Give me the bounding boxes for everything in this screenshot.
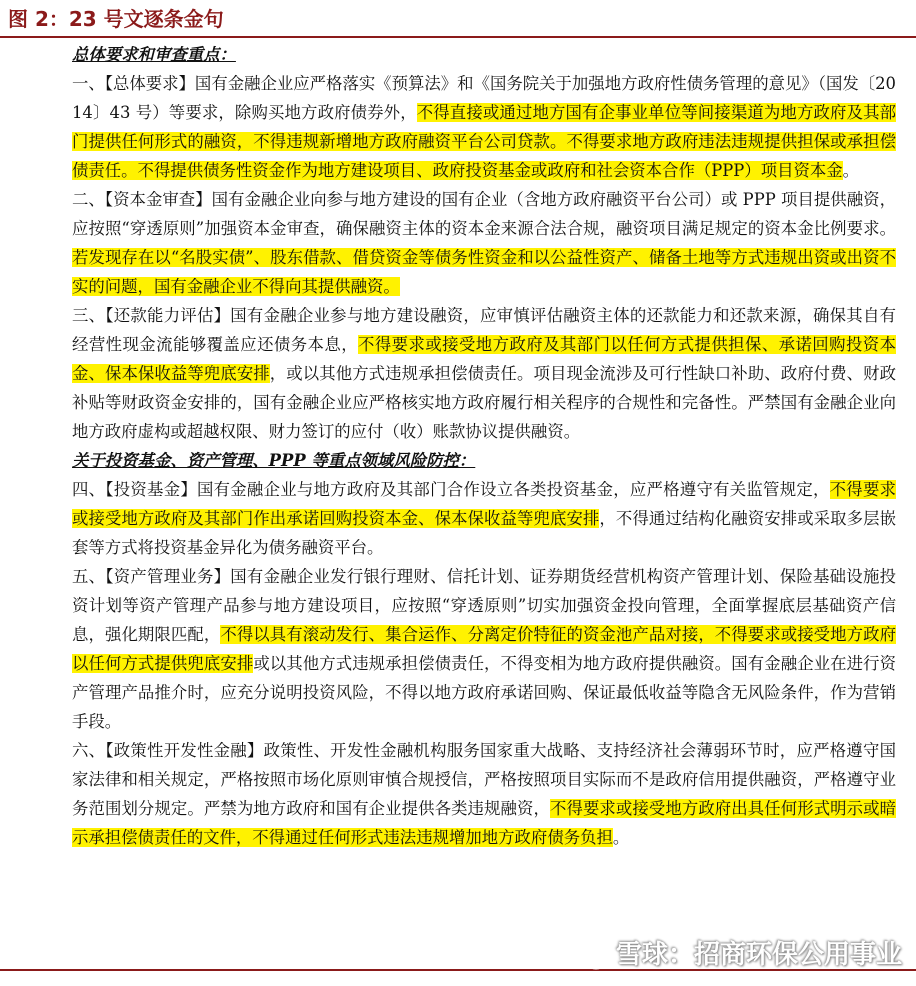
paragraph-text: ，不得通过结构化融资安排或采取多层嵌套等方式将投资基金异化为债务融资平台。	[72, 509, 897, 557]
paragraph-investment-funds	[72, 475, 896, 562]
document-body	[72, 40, 896, 852]
paragraph-general-requirements	[72, 69, 896, 185]
snowball-logo-icon	[582, 942, 610, 970]
paragraph-text: 。	[842, 161, 860, 180]
paragraph-asset-management	[72, 562, 896, 736]
highlighted-text: 不得以具有滚动发行、集合运作、分离定价特征的资金池产品对接，不得要求或接受地方政府以任何方式提供兜底安排	[72, 625, 897, 673]
section-title-key-areas: 关于投资基金、资产管理、PPP 等重点领域风险防控：	[72, 451, 476, 470]
paragraph-text: 五、【资产管理业务】国有金融企业发行银行理财、信托计划、证券期货经营机构资产管理计划、保险基础设施投资计划等资产管理产品参与地方建设项目，应按照“穿透原则”切实加强资金投向管理，全面掌握底层基础资产信息，强化期限匹配，	[72, 567, 896, 644]
highlighted-text: 不得要求或接受地方政府及其部门作出承诺回购投资本金、保本保收益等兜底安排	[72, 480, 896, 528]
section-title-general: 总体要求和审查重点：	[72, 45, 236, 64]
highlighted-text: 不得要求或接受地方政府出具任何形式明示或暗示承担偿债责任的文件，不得通过任何形式违法违规增加地方政府债务负担	[72, 799, 897, 847]
paragraph-policy-finance	[72, 736, 896, 852]
paragraph-capital-review	[72, 185, 896, 301]
figure-title: 图 2：23 号文逐条金句	[8, 7, 224, 31]
title-rule	[0, 36, 916, 38]
paragraph-text: 六、【政策性开发性金融】政策性、开发性金融机构服务国家重大战略、支持经济社会薄弱环节时，应严格遵守国家法律和相关规定，严格按照市场化原则审慎合规授信，严格按照项目实际而不是政府信用提供融资，严格遵守业务范围划分规定。严禁为地方政府和国有企业提供各类违规融资，	[72, 741, 896, 818]
paragraph-text: 一、【总体要求】国有金融企业应严格落实《预算法》和《国务院关于加强地方政府性债务管理的意见》（国发〔2014〕43 号）等要求，除购买地方政府债券外，	[72, 74, 896, 122]
paragraph-repayment-assessment	[72, 301, 896, 446]
paragraph-text: ，或以其他方式违规承担偿债责任。项目现金流涉及可行性缺口补助、政府付费、财政补贴等财政资金安排的，国有金融企业应严格核实地方政府履行相关程序的合规性和完备性。严禁国有金融企业向地方政府虚构或超越权限、财力签订的应付（收）账款协议提供融资。	[72, 364, 896, 441]
paragraph-text: 四、【投资基金】国有金融企业与地方政府及其部门合作设立各类投资基金，应严格遵守有关监管规定，	[72, 480, 830, 499]
watermark	[582, 940, 902, 970]
highlighted-text: 不得直接或通过地方国有企事业单位等间接渠道为地方政府及其部门提供任何形式的融资，不得违规新增地方政府融资平台公司贷款。不得要求地方政府违法违规提供担保或承担偿债责任。不得提供债务性资金作为地方建设项目、政府投资基金或政府和社会资本合作（PPP）项目资本金	[72, 103, 896, 180]
paragraph-text: 三、【还款能力评估】国有金融企业参与地方建设融资，应审慎评估融资主体的还款能力和还款来源，确保其自有经营性现金流能够覆盖应还债务本息，	[72, 306, 896, 354]
watermark-text: 雪球：招商环保公用事业	[615, 940, 902, 970]
highlighted-text: 若发现存在以“名股实债”、股东借款、借贷资金等债务性资金和以公益性资产、储备土地等方式违规出资或出资不实的问题，国有金融企业不得向其提供融资。	[72, 248, 896, 296]
highlighted-text: 不得要求或接受地方政府及其部门以任何方式提供担保、承诺回购投资本金、保本保收益等兜底安排	[72, 335, 897, 383]
paragraph-text: 二、【资本金审查】国有金融企业向参与地方建设的国有企业（含地方政府融资平台公司）或 PPP 项目提供融资，应按照“穿透原则”加强资本金审查，确保融资主体的资本金来源合法合规，融资项目满足规定的资本金比例要求。	[72, 190, 896, 238]
paragraph-text: 。	[612, 828, 630, 847]
paragraph-text: 或以其他方式违规承担偿债责任，不得变相为地方政府提供融资。国有金融企业在进行资产管理产品推介时，应充分说明投资风险，不得以地方政府承诺回购、保证最低收益等隐含无风险条件，作为营销手段。	[72, 654, 897, 731]
